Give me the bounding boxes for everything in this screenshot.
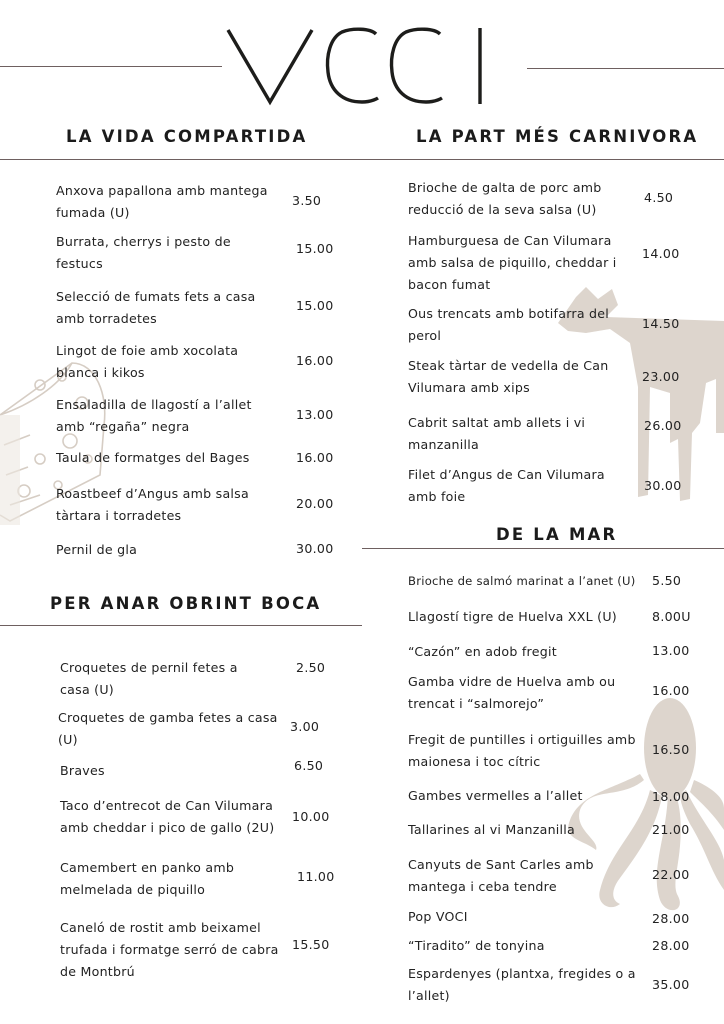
menu-item-name: Filet d’Angus de Can Vilumara amb foie — [408, 467, 605, 504]
menu-item-price: 10.00 — [292, 809, 330, 824]
section-title-vida: LA VIDA COMPARTIDA — [66, 127, 308, 146]
menu-item-name: Brioche de galta de porc amb reducció de la seva salsa (U) — [408, 180, 602, 217]
menu-item-name: Croquetes de gamba fetes a casa (U) — [58, 710, 278, 747]
menu-item-price: 30.00 — [296, 541, 334, 556]
logo-right-rule — [527, 68, 724, 69]
section-rule-carn — [362, 159, 724, 160]
menu-item-name: Ensaladilla de llagostí a l’allet amb “regaña” negra — [56, 397, 252, 434]
menu-item-price: 30.00 — [644, 478, 682, 493]
menu-item-name: Braves — [60, 763, 105, 778]
menu-item-name: Llagostí tigre de Huelva XXL (U) — [408, 609, 617, 624]
menu-item-name: Anxova papallona amb mantega fumada (U) — [56, 183, 268, 220]
logo-left-rule — [0, 66, 222, 67]
menu-item-price: 23.00 — [642, 369, 680, 384]
menu-item-price: 8.00U — [652, 609, 691, 624]
voci-logo — [224, 24, 492, 108]
menu-item-name: Canyuts de Sant Carles amb mantega i ceba tendre — [408, 857, 594, 894]
section-title-mar: DE LA MAR — [496, 525, 618, 544]
menu-item-name: Pop VOCI — [408, 909, 468, 924]
menu-item-name: Croquetes de pernil fetes a casa (U) — [60, 660, 238, 697]
menu-item-name: Caneló de rostit amb beixamel trufada i formatge serró de cabra de Montbrú — [60, 920, 279, 979]
section-title-boca: PER ANAR OBRINT BOCA — [50, 594, 322, 613]
menu-item-name: Tallarines al vi Manzanilla — [408, 822, 576, 837]
menu-item-price: 11.00 — [297, 869, 335, 884]
menu-item-price: 2.50 — [296, 660, 326, 675]
menu-item-name: Espardenyes (plantxa, fregides o a l’allet) — [408, 966, 636, 1003]
menu-item-name: Brioche de salmó marinat a l’anet (U) — [408, 574, 636, 588]
menu-item-price: 16.00 — [652, 683, 690, 698]
menu-item-name: Ous trencats amb botifarra del perol — [408, 306, 610, 343]
menu-item-name: Fregit de puntilles i ortiguilles amb maionesa i toc cítric — [408, 732, 636, 769]
section-rule-boca — [0, 625, 362, 626]
section-rule-vida — [0, 159, 362, 160]
menu-item-price: 3.00 — [290, 719, 320, 734]
menu-item-name: Cabrit saltat amb allets i vi manzanilla — [408, 415, 586, 452]
menu-item-name: Steak tàrtar de vedella de Can Vilumara amb xips — [408, 358, 609, 395]
menu-item-name: Gamba vidre de Huelva amb ou trencat i “salmorejo” — [408, 674, 616, 711]
menu-item-price: 21.00 — [652, 822, 690, 837]
menu-item-price: 6.50 — [294, 758, 324, 773]
menu-item-name: Taco d’entrecot de Can Vilumara amb cheddar i pico de gallo (2U) — [60, 798, 275, 835]
menu-item-price: 13.00 — [652, 643, 690, 658]
menu-item-price: 4.50 — [644, 190, 674, 205]
menu-item-name: Selecció de fumats fets a casa amb torradetes — [56, 289, 256, 326]
menu-item-price: 13.00 — [296, 407, 334, 422]
menu-item-price: 16.00 — [296, 450, 334, 465]
menu-item-name: “Tiradito” de tonyina — [408, 938, 545, 953]
menu-item-name: Roastbeef d’Angus amb salsa tàrtara i torradetes — [56, 486, 249, 523]
menu-item-price: 5.50 — [652, 573, 682, 588]
menu-item-price: 35.00 — [652, 977, 690, 992]
menu-item-name: Burrata, cherrys i pesto de festucs — [56, 234, 231, 271]
menu-item-price: 28.00 — [652, 911, 690, 926]
menu-item-name: Gambes vermelles a l’allet — [408, 788, 583, 803]
menu-item-name: Taula de formatges del Bages — [56, 450, 250, 465]
menu-item-price: 15.00 — [296, 298, 334, 313]
menu-item-name: Camembert en panko amb melmelada de piquillo — [60, 860, 235, 897]
menu-item-name: Pernil de gla — [56, 542, 138, 557]
menu-item-name: Lingot de foie amb xocolata blanca i kikos — [56, 343, 239, 380]
menu-item-price: 14.50 — [642, 316, 680, 331]
menu-item-price: 26.00 — [644, 418, 682, 433]
menu-item-price: 15.50 — [292, 937, 330, 952]
menu-item-price: 16.00 — [296, 353, 334, 368]
menu-item-price: 15.00 — [296, 241, 334, 256]
menu-item-price: 14.00 — [642, 246, 680, 261]
menu-item-name: “Cazón” en adob fregit — [408, 644, 557, 659]
menu-item-price: 22.00 — [652, 867, 690, 882]
menu-item-name: Hamburguesa de Can Vilumara amb salsa de piquillo, cheddar i bacon fumat — [408, 233, 617, 292]
section-rule-mar — [362, 548, 724, 549]
menu-item-price: 3.50 — [292, 193, 322, 208]
section-title-carn: LA PART MÉS CARNIVORA — [416, 127, 699, 146]
menu-item-price: 28.00 — [652, 938, 690, 953]
menu-item-price: 18.00 — [652, 789, 690, 804]
menu-item-price: 20.00 — [296, 496, 334, 511]
menu-item-price: 16.50 — [652, 742, 690, 757]
